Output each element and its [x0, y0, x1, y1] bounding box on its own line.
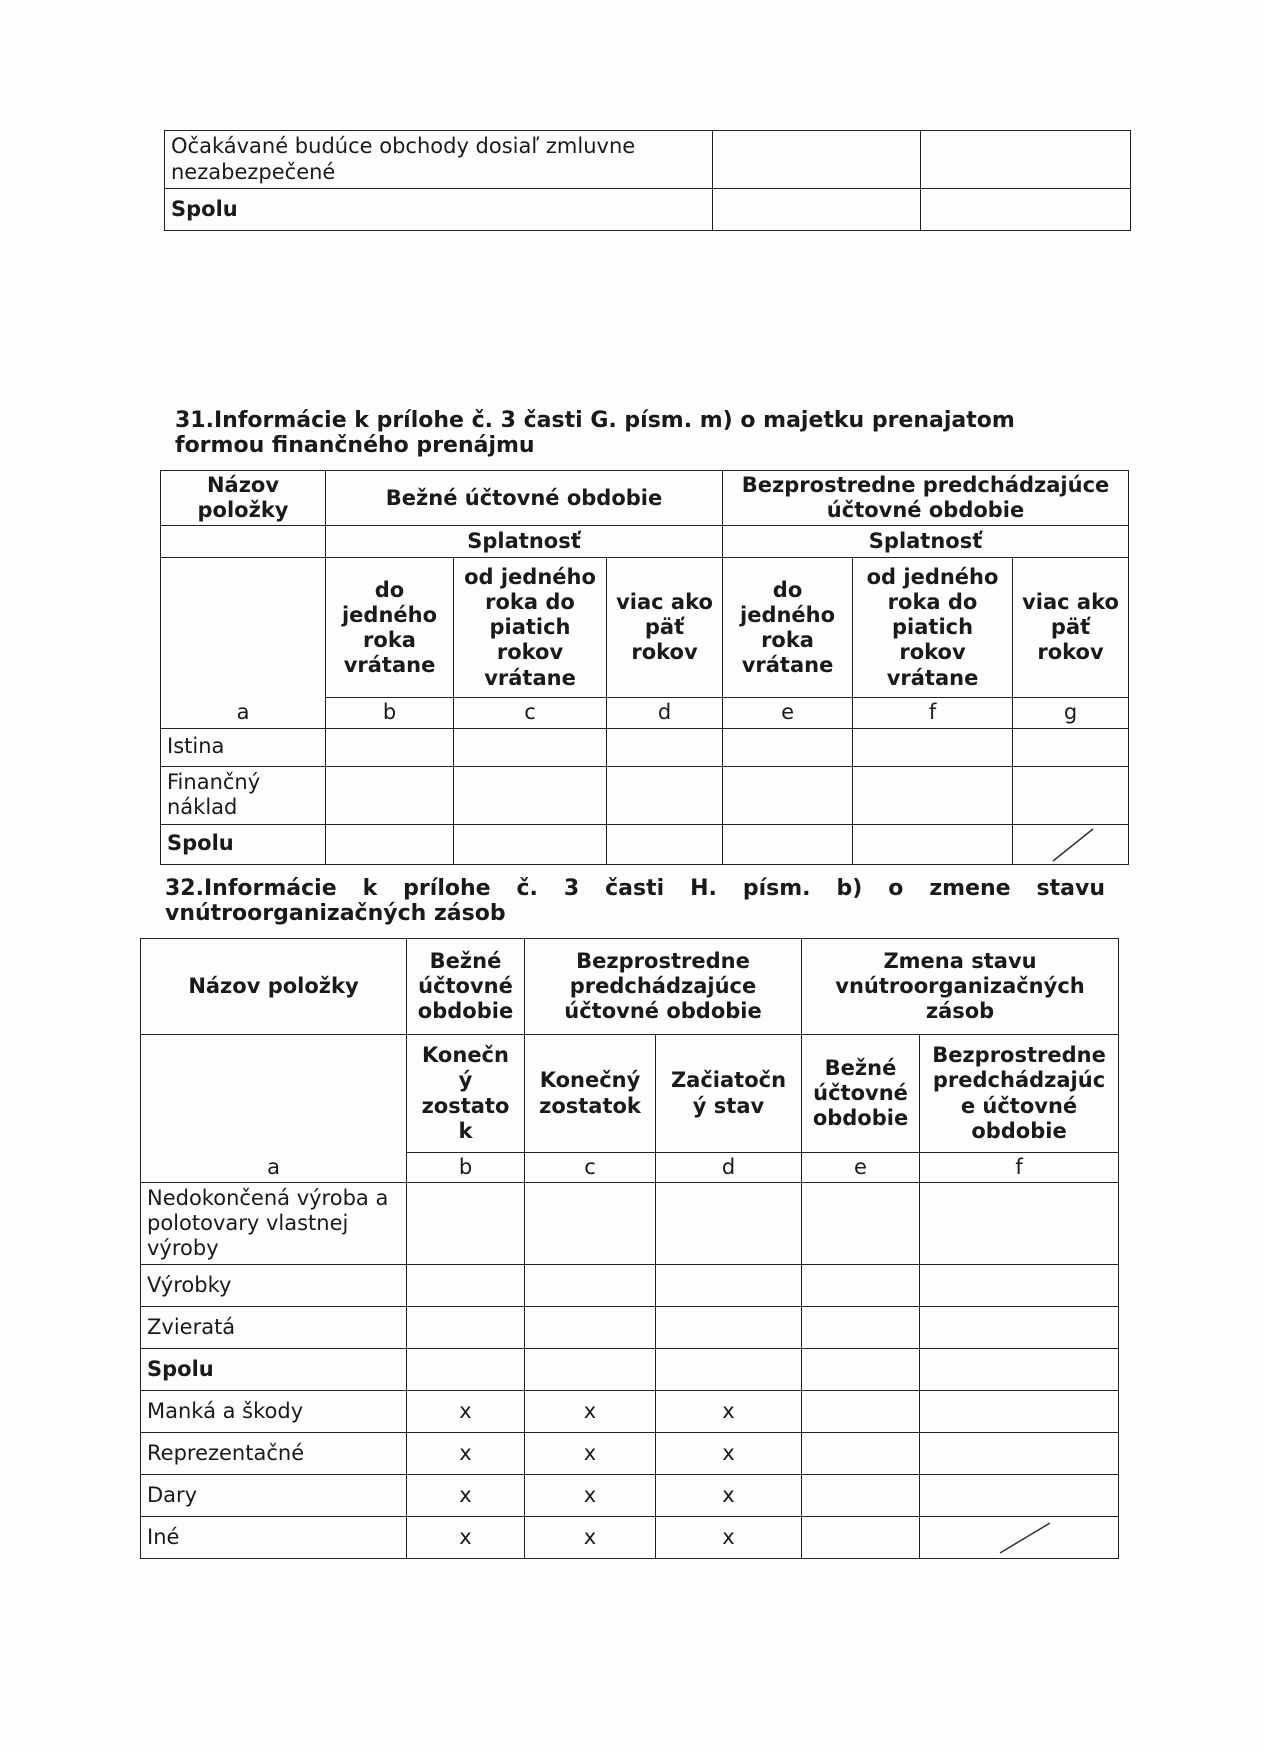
x-mark: x — [407, 1517, 525, 1559]
strike-mark — [1013, 825, 1123, 863]
x-mark: x — [525, 1475, 656, 1517]
value-cell[interactable] — [407, 1265, 525, 1307]
value-cell[interactable] — [454, 766, 607, 824]
section-31-title: 31.Informácie k prílohe č. 3 časti G. písm. m) o majetku prenajatom formou finančného prenájmu — [175, 408, 1015, 459]
current-period-header: Bežné účtovné obdobie — [326, 471, 723, 526]
sub-col-header: Konečn ý zostato k — [407, 1035, 525, 1153]
x-mark: x — [407, 1433, 525, 1475]
value-cell[interactable] — [920, 1307, 1119, 1349]
value-cell[interactable] — [713, 189, 921, 231]
row-label: Manká a škody — [141, 1391, 407, 1433]
row-label: Zvieratá — [141, 1307, 407, 1349]
letter-b: b — [326, 698, 454, 728]
value-cell[interactable] — [607, 728, 723, 766]
maturity-header: Splatnosť — [326, 526, 723, 558]
x-mark: x — [656, 1475, 802, 1517]
blank-cell — [161, 526, 326, 558]
row-label: Istina — [161, 728, 326, 766]
value-cell[interactable] — [802, 1517, 920, 1559]
value-cell[interactable] — [1013, 728, 1129, 766]
value-cell[interactable] — [407, 1183, 525, 1265]
value-cell[interactable] — [723, 824, 853, 864]
sub-col-header: Začiatočn ý stav — [656, 1035, 802, 1153]
value-cell[interactable] — [920, 1475, 1119, 1517]
value-cell[interactable] — [802, 1349, 920, 1391]
value-cell[interactable] — [454, 728, 607, 766]
value-cell[interactable] — [656, 1265, 802, 1307]
value-cell[interactable] — [920, 1433, 1119, 1475]
value-cell[interactable] — [525, 1183, 656, 1265]
previous-period-header: Bezprostredne predchádzajúce účtovné obdobie — [723, 471, 1129, 526]
value-cell[interactable] — [656, 1307, 802, 1349]
value-cell[interactable] — [920, 1265, 1119, 1307]
value-cell[interactable] — [407, 1349, 525, 1391]
row-label: Výrobky — [141, 1265, 407, 1307]
current-period-header: Bežné účtovné obdobie — [407, 939, 525, 1035]
letter-c: c — [525, 1153, 656, 1183]
value-cell[interactable] — [802, 1307, 920, 1349]
letter-e: e — [802, 1153, 920, 1183]
value-cell[interactable] — [326, 728, 454, 766]
row-label: Reprezentačné — [141, 1433, 407, 1475]
value-cell[interactable] — [920, 1183, 1119, 1265]
letter-e: e — [723, 698, 853, 728]
x-mark: x — [656, 1433, 802, 1475]
value-cell[interactable] — [853, 728, 1013, 766]
value-cell[interactable] — [1013, 824, 1129, 864]
row-label: Očakávané budúce obchody dosiaľ zmluvne nezabezpečené — [165, 131, 713, 189]
maturity-header: Splatnosť — [723, 526, 1129, 558]
sub-col-header: od jedného roka do piatich rokov vrátane — [853, 558, 1013, 698]
value-cell[interactable] — [656, 1349, 802, 1391]
value-cell[interactable] — [920, 1349, 1119, 1391]
x-mark: x — [525, 1433, 656, 1475]
value-cell[interactable] — [454, 824, 607, 864]
value-cell[interactable] — [525, 1349, 656, 1391]
sub-col-header: viac ako päť rokov — [1013, 558, 1129, 698]
x-mark: x — [407, 1391, 525, 1433]
row-label: Spolu — [161, 824, 326, 864]
value-cell[interactable] — [853, 824, 1013, 864]
value-cell[interactable] — [853, 766, 1013, 824]
sub-col-header: viac ako päť rokov — [607, 558, 723, 698]
sub-col-header: do jedného roka vrátane — [326, 558, 454, 698]
value-cell[interactable] — [607, 766, 723, 824]
letter-d: d — [607, 698, 723, 728]
expected-trades-table — [164, 130, 1131, 231]
value-cell[interactable] — [326, 824, 454, 864]
section-32-title: 32.Informácie k prílohe č. 3 časti H. písm. b) o zmene stavu vnútroorganizačných zásob — [165, 876, 1105, 927]
value-cell[interactable] — [407, 1307, 525, 1349]
value-cell[interactable] — [920, 1517, 1119, 1559]
value-cell[interactable] — [802, 1475, 920, 1517]
row-label: Iné — [141, 1517, 407, 1559]
value-cell[interactable] — [656, 1183, 802, 1265]
value-cell[interactable] — [802, 1433, 920, 1475]
value-cell[interactable] — [921, 131, 1131, 189]
letter-f: f — [853, 698, 1013, 728]
letter-b: b — [407, 1153, 525, 1183]
previous-period-header: Bezprostredne predchádzajúce účtovné obdobie — [525, 939, 802, 1035]
sub-col-header: Bezprostredne predchádzajúc e účtovné obdobie — [920, 1035, 1119, 1153]
letter-c: c — [454, 698, 607, 728]
inventory-change-table — [140, 938, 1119, 1559]
value-cell[interactable] — [1013, 766, 1129, 824]
value-cell[interactable] — [607, 824, 723, 864]
value-cell[interactable] — [802, 1391, 920, 1433]
sub-col-header: Konečný zostatok — [525, 1035, 656, 1153]
row-label: Nedokončená výroba a polotovary vlastnej výroby — [141, 1183, 407, 1265]
value-cell[interactable] — [723, 728, 853, 766]
value-cell[interactable] — [921, 189, 1131, 231]
sub-col-header: Bežné účtovné obdobie — [802, 1035, 920, 1153]
row-label: Spolu — [141, 1349, 407, 1391]
row-label: Dary — [141, 1475, 407, 1517]
col-name-header: Názov položky — [141, 939, 407, 1035]
x-mark: x — [407, 1475, 525, 1517]
row-label: Spolu — [165, 189, 713, 231]
letter-g: g — [1013, 698, 1129, 728]
sub-col-header: do jedného roka vrátane — [723, 558, 853, 698]
value-cell[interactable] — [525, 1307, 656, 1349]
x-mark: x — [525, 1391, 656, 1433]
letter-f: f — [920, 1153, 1119, 1183]
value-cell[interactable] — [713, 131, 921, 189]
finance-lease-table — [160, 470, 1129, 865]
col-name-header: Názov položky — [161, 471, 326, 526]
value-cell[interactable] — [802, 1265, 920, 1307]
letter-a: a — [141, 1035, 407, 1183]
x-mark: x — [656, 1517, 802, 1559]
value-cell[interactable] — [723, 766, 853, 824]
value-cell[interactable] — [326, 766, 454, 824]
sub-col-header: od jedného roka do piatich rokov vrátane — [454, 558, 607, 698]
value-cell[interactable] — [525, 1265, 656, 1307]
row-label: Finančný náklad — [161, 766, 326, 824]
strike-mark — [920, 1517, 1119, 1557]
change-header: Zmena stavu vnútroorganizačných zásob — [802, 939, 1119, 1035]
value-cell[interactable] — [920, 1391, 1119, 1433]
letter-d: d — [656, 1153, 802, 1183]
letter-a: a — [161, 558, 326, 728]
value-cell[interactable] — [802, 1183, 920, 1265]
x-mark: x — [656, 1391, 802, 1433]
x-mark: x — [525, 1517, 656, 1559]
